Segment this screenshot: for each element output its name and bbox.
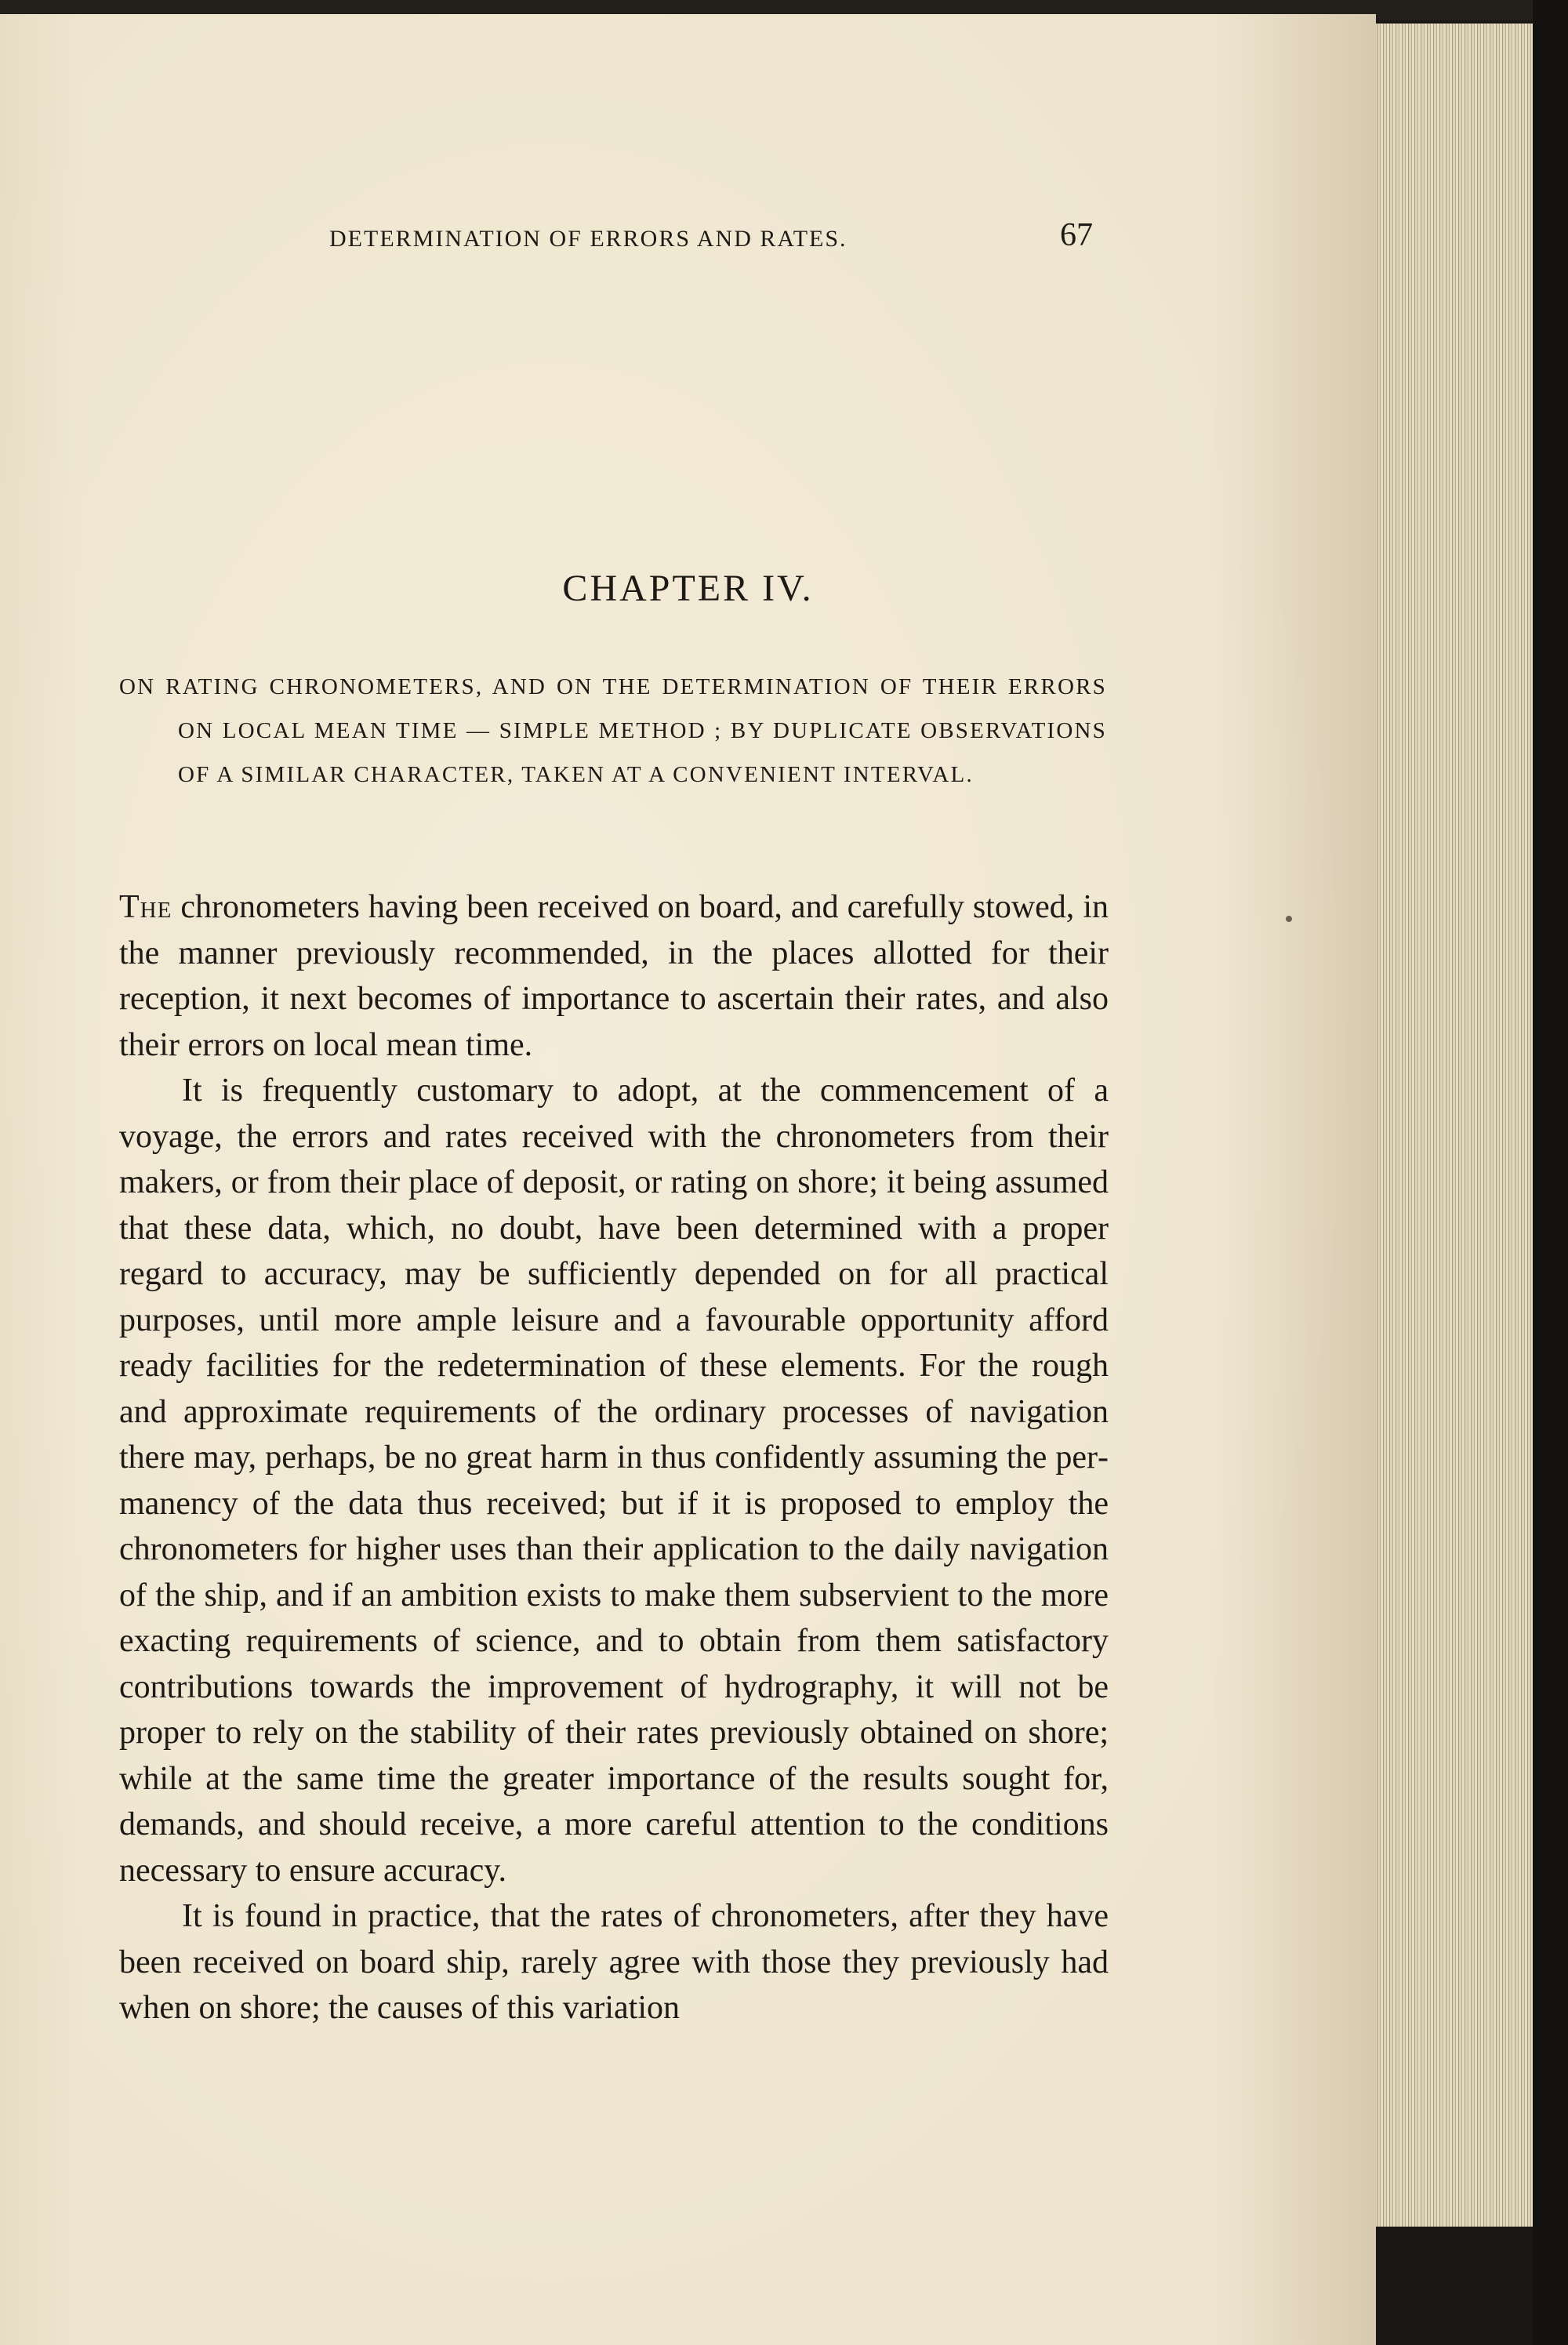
body-text [119,884,1109,2031]
paragraph-3: It is found in practice, that the rates of chronometers, after they have been received on board ship, rarely agree with those they previously had when on shore; the causes of this variation [119,1898,1109,2026]
paragraph-1 [119,884,1109,1068]
paragraph-1-text: chronometers having been received on board, and carefully stowed, in the manner previously recommended, in the places allotted for their reception, it next becomes of importance to ascertain their rates, and also their errors on local mean time. [119,889,1109,1063]
chapter-summary [119,665,1107,797]
book-page [0,14,1376,2345]
chapter-title: CHAPTER IV. [562,568,814,609]
running-head: DETERMINATION OF ERRORS AND RATES. [329,226,848,252]
opening-word: The [119,889,172,925]
book-cover-right [1533,0,1568,2345]
page-edges [1352,24,1545,2227]
chapter-summary-text: ON RATING CHRONOMETERS, AND ON THE DETERMINATION OF THEIR ERRORS ON LOCAL MEAN TIME — SIMPLE METHOD ; BY DUPLICATE OBSERVATIONS OF A SIMILAR CHARACTER, TAKEN AT A CONVENIENT INTERVAL. [119,674,1107,787]
paper-speck [1286,916,1292,922]
paragraph-2: It is frequently customary to adopt, at the commencement of a voyage, the errors and rates received with the chronometers from their makers, or from their place of deposit, or rating on shore; it being assumed that these data, which, no doubt, have been determined with a proper regard to accuracy, may be sufficiently depended on for all practical purposes, until more ample leisure and a favourable opportunity afford ready facilities for the redetermination of these elements. For the rough and approximate requirements of the ordinary processes of navigation there may, perhaps, be no great harm in thus confidently assuming the permanency of the data thus received; but if it is proposed to employ the chronometers for higher uses than their application to the daily navigation of the ship, and if an ambition exists to make them subservient to the more exacting requirements of science, and to obtain from them satisfactory contributions towards the improvement of hydrography, it will not be proper to rely on the stability of their rates previously obtained on shore; while at the same time the greater importance of the results sought for, demands, and should receive, a more careful attention to the conditions necessary to ensure accuracy. [119,1073,1109,1889]
page-number: 67 [1060,217,1093,253]
